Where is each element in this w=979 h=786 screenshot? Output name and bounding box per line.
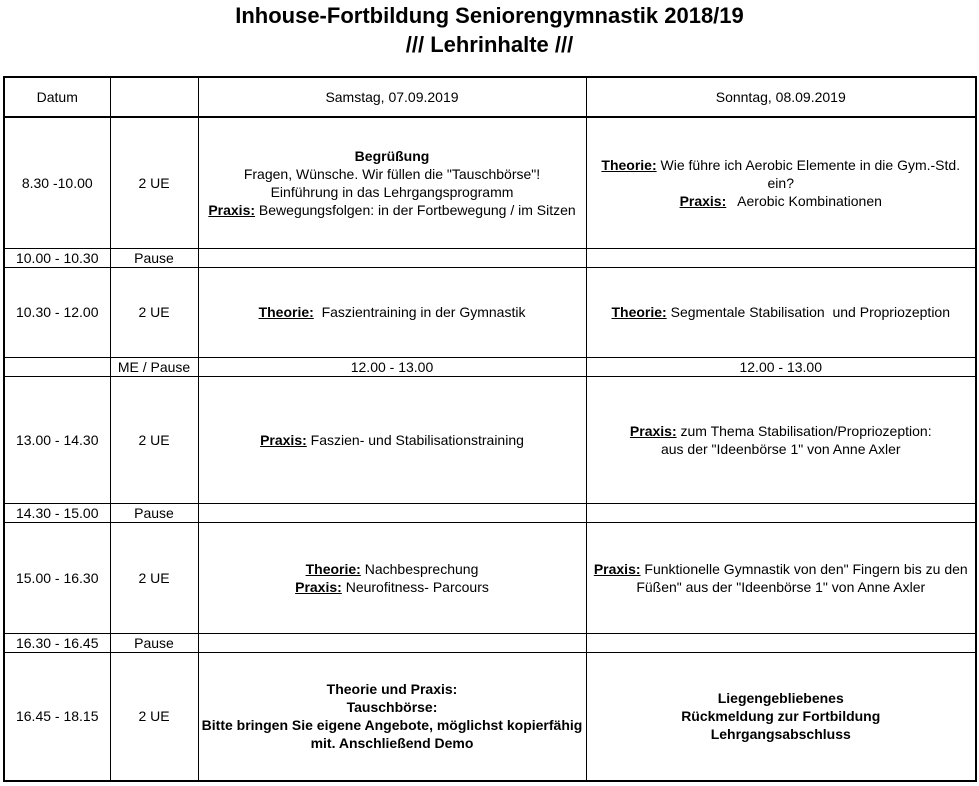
units-cell: Pause: [110, 503, 198, 522]
sunday-cell: [586, 248, 976, 267]
time-cell: 16.30 - 16.45: [4, 633, 110, 652]
theorie-label: Theorie:: [305, 560, 361, 577]
theorie-label: Theorie:: [611, 304, 667, 320]
saturday-line: Tauschbörse:: [346, 699, 438, 716]
sunday-cell: [586, 376, 976, 503]
saturday-cell: [198, 652, 586, 781]
saturday-cell: [198, 267, 586, 357]
saturday-cell: [198, 117, 586, 248]
sunday-cell: 12.00 - 13.00: [586, 357, 976, 376]
praxis-label: Praxis:: [593, 560, 641, 577]
pause-row: [4, 503, 976, 522]
praxis-label: Praxis:: [260, 431, 307, 448]
saturday-line: [201, 578, 584, 596]
units-cell: 2 UE: [110, 652, 198, 781]
header-datum: Datum: [4, 77, 110, 117]
saturday-cell: [198, 376, 586, 503]
sunday-line: ein?: [767, 174, 794, 191]
saturday-heading: Begrüßung: [354, 147, 430, 164]
saturday-line: Theorie und Praxis:: [326, 681, 458, 698]
saturday-text: Faszien- und Stabilisationstraining: [306, 431, 524, 448]
sunday-cell: [586, 652, 976, 781]
saturday-line: mit. Anschließend Demo: [310, 735, 474, 752]
table-row: [4, 522, 976, 633]
saturday-text: Neurofitness- Parcours: [341, 578, 489, 595]
saturday-line: Fragen, Wünsche. Wir füllen die "Tauschbörse"!: [243, 165, 541, 182]
sunday-line: Füßen" aus der "Ideenbörse 1" von Anne Axler: [636, 578, 926, 595]
time-cell: 14.30 - 15.00: [4, 503, 110, 522]
units-cell: Pause: [110, 633, 198, 652]
time-cell: [4, 357, 110, 376]
sunday-line: Lehrgangsabschluss: [710, 726, 851, 743]
sunday-cell: [586, 522, 976, 633]
theorie-label: Theorie:: [258, 304, 314, 320]
praxis-label: Praxis:: [295, 578, 342, 595]
sunday-cell: [586, 633, 976, 652]
saturday-line: Bitte bringen Sie eigene Angebote, möglichst kopierfähig: [201, 717, 583, 734]
document-title: Inhouse-Fortbildung Seniorengymnastik 2018/19: [235, 3, 744, 28]
header-saturday: Samstag, 07.09.2019: [198, 77, 586, 117]
sunday-text: Segmentale Stabilisation und Propriozeption: [666, 304, 951, 320]
time-cell: 10.00 - 10.30: [4, 248, 110, 267]
sunday-line: [589, 560, 974, 578]
saturday-cell: [198, 503, 586, 522]
theorie-label: Theorie:: [601, 156, 657, 173]
time-cell: 13.00 - 14.30: [4, 376, 110, 503]
table-header-row: [4, 77, 976, 117]
header-sunday: Sonntag, 08.09.2019: [586, 77, 976, 117]
time-cell: 8.30 -10.00: [4, 117, 110, 248]
praxis-label: Praxis:: [679, 192, 727, 209]
lunch-row: [4, 357, 976, 376]
saturday-text: Bewegungsfolgen: in der Fortbewegung / im Sitzen: [255, 201, 576, 218]
sunday-line: [589, 422, 974, 440]
saturday-text: Nachbesprechung: [360, 560, 479, 577]
sunday-line: [589, 156, 974, 174]
saturday-line: Einführung in das Lehrgangsprogramm: [270, 183, 514, 200]
sunday-cell: [586, 117, 976, 248]
time-cell: 10.30 - 12.00: [4, 267, 110, 357]
sunday-text: zum Thema Stabilisation/Propriozeption:: [676, 422, 932, 439]
units-cell: 2 UE: [110, 376, 198, 503]
sunday-line: aus der "Ideenbörse 1" von Anne Axler: [660, 440, 901, 457]
sunday-line: Rückmeldung zur Fortbildung: [681, 708, 881, 725]
sunday-cell: [586, 267, 976, 357]
table-row: [4, 267, 976, 357]
units-cell: ME / Pause: [110, 357, 198, 376]
table-row: [4, 117, 976, 248]
units-cell: Pause: [110, 248, 198, 267]
time-cell: 15.00 - 16.30: [4, 522, 110, 633]
saturday-text: Faszientraining in der Gymnastik: [313, 304, 526, 320]
saturday-line: [201, 560, 584, 578]
praxis-label: Praxis:: [629, 422, 677, 439]
saturday-cell: [198, 248, 586, 267]
table-row: [4, 376, 976, 503]
units-cell: 2 UE: [110, 117, 198, 248]
sunday-line: [589, 192, 974, 210]
table-row: [4, 652, 976, 781]
units-cell: 2 UE: [110, 522, 198, 633]
header-units: [110, 77, 198, 117]
sunday-cell: [586, 503, 976, 522]
sunday-text: Funktionelle Gymnastik von den" Fingern bis zu den: [640, 560, 968, 577]
saturday-cell: [198, 633, 586, 652]
saturday-cell: [198, 522, 586, 633]
pause-row: [4, 248, 976, 267]
saturday-line: [201, 201, 584, 219]
units-cell: 2 UE: [110, 267, 198, 357]
time-cell: 16.45 - 18.15: [4, 652, 110, 781]
sunday-text: Wie führe ich Aerobic Elemente in die Gym.-Std.: [656, 156, 961, 173]
document-subtitle: /// Lehrinhalte ///: [405, 32, 574, 57]
sunday-line: Liegengebliebenes: [717, 690, 844, 707]
pause-row: [4, 633, 976, 652]
schedule-table: [3, 76, 977, 782]
sunday-text: Aerobic Kombinationen: [726, 192, 882, 209]
saturday-cell: 12.00 - 13.00: [198, 357, 586, 376]
praxis-label: Praxis:: [208, 201, 256, 218]
